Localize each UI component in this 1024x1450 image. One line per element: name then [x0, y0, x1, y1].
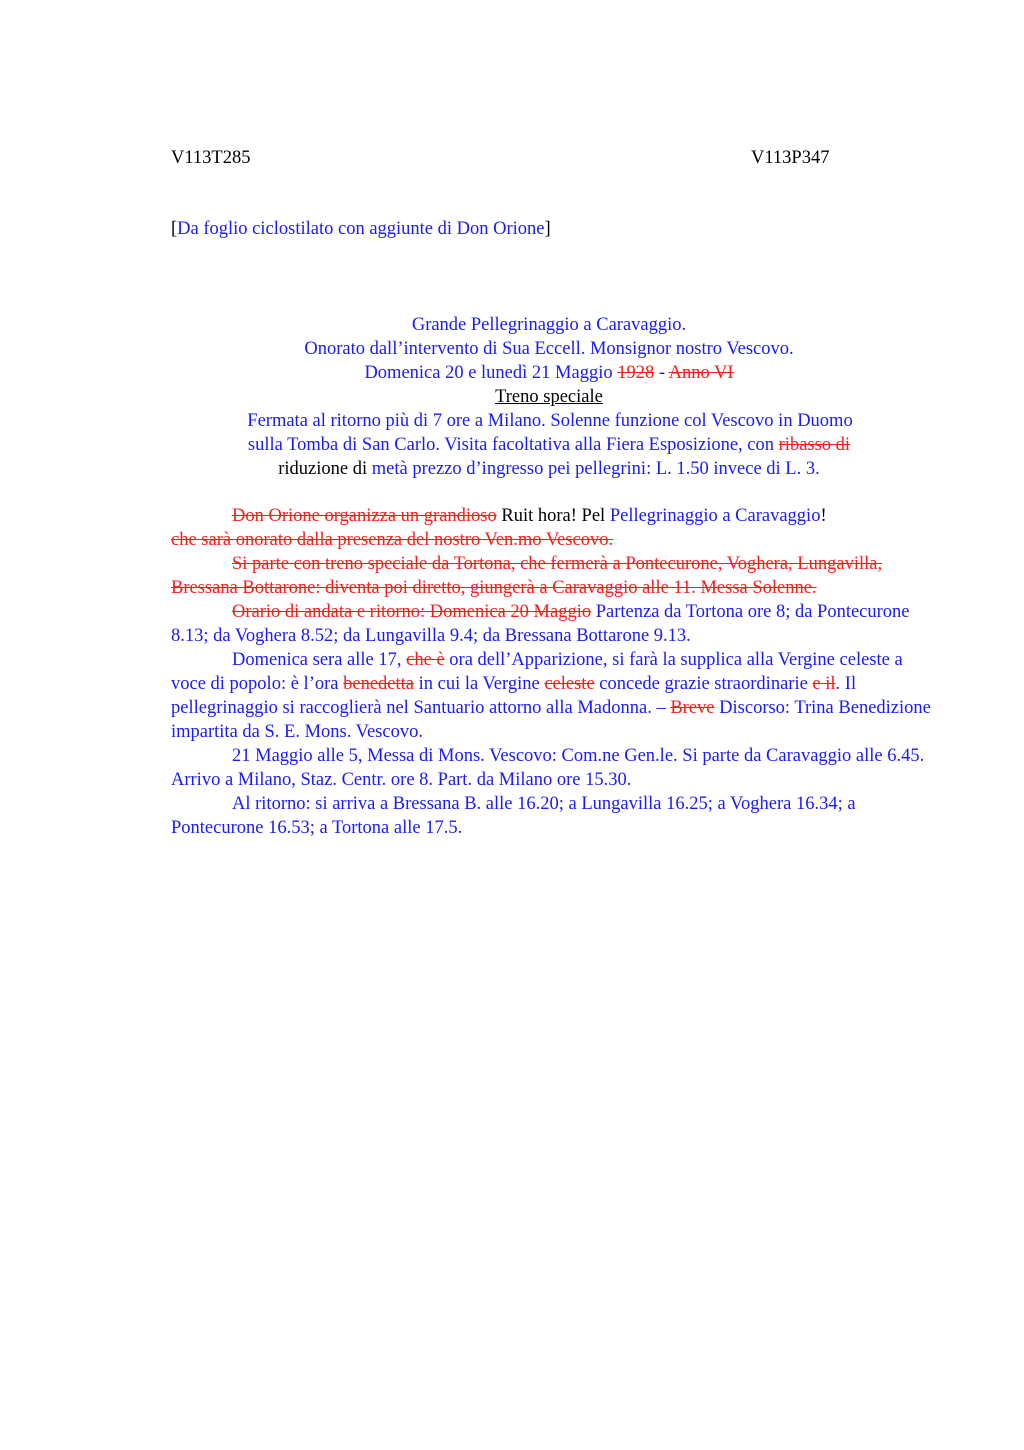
title-line-6: [171, 433, 927, 457]
source-note-close-bracket: ]: [544, 219, 551, 239]
source-note-open-bracket: [: [171, 219, 178, 239]
source-note-text: Da foglio ciclostilato con aggiunte di Don Orione: [177, 219, 545, 239]
p4-f: Discorso: Trina Benedizione impartita da S. E. Mons. Vescovo.: [171, 698, 931, 742]
treno-speciale-heading: Treno speciale: [495, 387, 603, 407]
struck-p1-line2: che sarà onorato dalla presenza del nostro Ven.mo Vescovo.: [171, 530, 614, 550]
p4-c: in cui la Vergine: [418, 674, 540, 694]
p4-e: . Il pellegrinaggio si raccoglierà nel Santuario attorno alla Madonna. –: [171, 674, 857, 718]
struck-anno: Anno VI: [668, 363, 734, 383]
prezzo-text: metà prezzo d’ingresso pei pellegrini: L. 1.50 invece di L. 3.: [371, 459, 820, 479]
title-line-5: Fermata al ritorno più di 7 ore a Milano. Solenne funzione col Vescovo in Duomo: [247, 411, 853, 431]
paragraph-2: [171, 552, 931, 600]
paragraph-3: [171, 600, 931, 648]
header-right-code: V113P347: [751, 148, 830, 168]
paragraph-5: 21 Maggio alle 5, Messa di Mons. Vescovo: Com.ne Gen.le. Si parte da Caravaggio alle 6.45. Arrivo a Milano, Staz. Centr. ore 8. Part. da Milano ore 15.30.: [171, 746, 925, 790]
paragraph-4: [171, 648, 931, 744]
paragraph-1: [171, 504, 931, 552]
pellegrinaggio-text: Pellegrinaggio a Caravaggio: [609, 506, 821, 526]
ruit-hora-text: Ruit hora! Pel: [501, 506, 606, 526]
title-line-2: Onorato dall’intervento di Sua Eccell. Monsignor nostro Vescovo.: [304, 339, 794, 359]
paragraph-6: Al ritorno: si arriva a Bressana B. alle 16.20; a Lungavilla 16.25; a Voghera 16.34; a Pontecurone 16.53; a Tortona alle 17.5.: [171, 794, 856, 838]
p4-d: concede grazie straordinarie: [599, 674, 808, 694]
struck-p4-4: e il: [812, 674, 836, 694]
riduzione-text: riduzione di: [278, 459, 368, 479]
body-text: [171, 504, 931, 840]
title-line-4: [171, 385, 927, 409]
title-line-3: [171, 361, 927, 385]
p4-b: ora dell’Apparizione, si farà la supplica alla Vergine celeste a voce di popolo: è l’ora: [171, 650, 903, 694]
title-line-1: Grande Pellegrinaggio a Caravaggio.: [411, 315, 687, 335]
struck-ribasso: ribasso di: [778, 435, 851, 455]
partenza-text: Partenza da Tortona ore 8; da Pontecurone 8.13; da Voghera 8.52; da Lungavilla 9.4; da Bressana Bottarone 9.13.: [171, 602, 910, 646]
header-left-code: V113T285: [171, 148, 251, 168]
struck-p2: Si parte con treno speciale da Tortona, che fermerà a Pontecurone, Voghera, Lungavilla, Bressana Bottarone: diventa poi diretto, giungerà a Caravaggio alle 11. Messa Solenne.: [171, 554, 883, 598]
source-note: [171, 217, 551, 241]
p4-a: Domenica sera alle 17,: [232, 650, 402, 670]
struck-p4-3: celeste: [544, 674, 595, 694]
struck-p4-1: che è: [406, 650, 445, 670]
date-text: Domenica 20 e lunedì 21 Maggio: [364, 363, 613, 383]
exclamation: !: [820, 506, 827, 526]
line6-text: sulla Tomba di San Carlo. Visita facoltativa alla Fiera Esposizione, con: [247, 435, 775, 455]
struck-p4-2: benedetta: [343, 674, 414, 694]
struck-p4-5: Breve: [670, 698, 715, 718]
struck-year: 1928: [617, 363, 655, 383]
date-dash: -: [658, 363, 666, 383]
struck-p3: Orario di andata e ritorno: Domenica 20 Maggio: [232, 602, 592, 622]
title-line-7: [171, 457, 927, 481]
struck-p1: Don Orione organizza un grandioso: [232, 506, 497, 526]
